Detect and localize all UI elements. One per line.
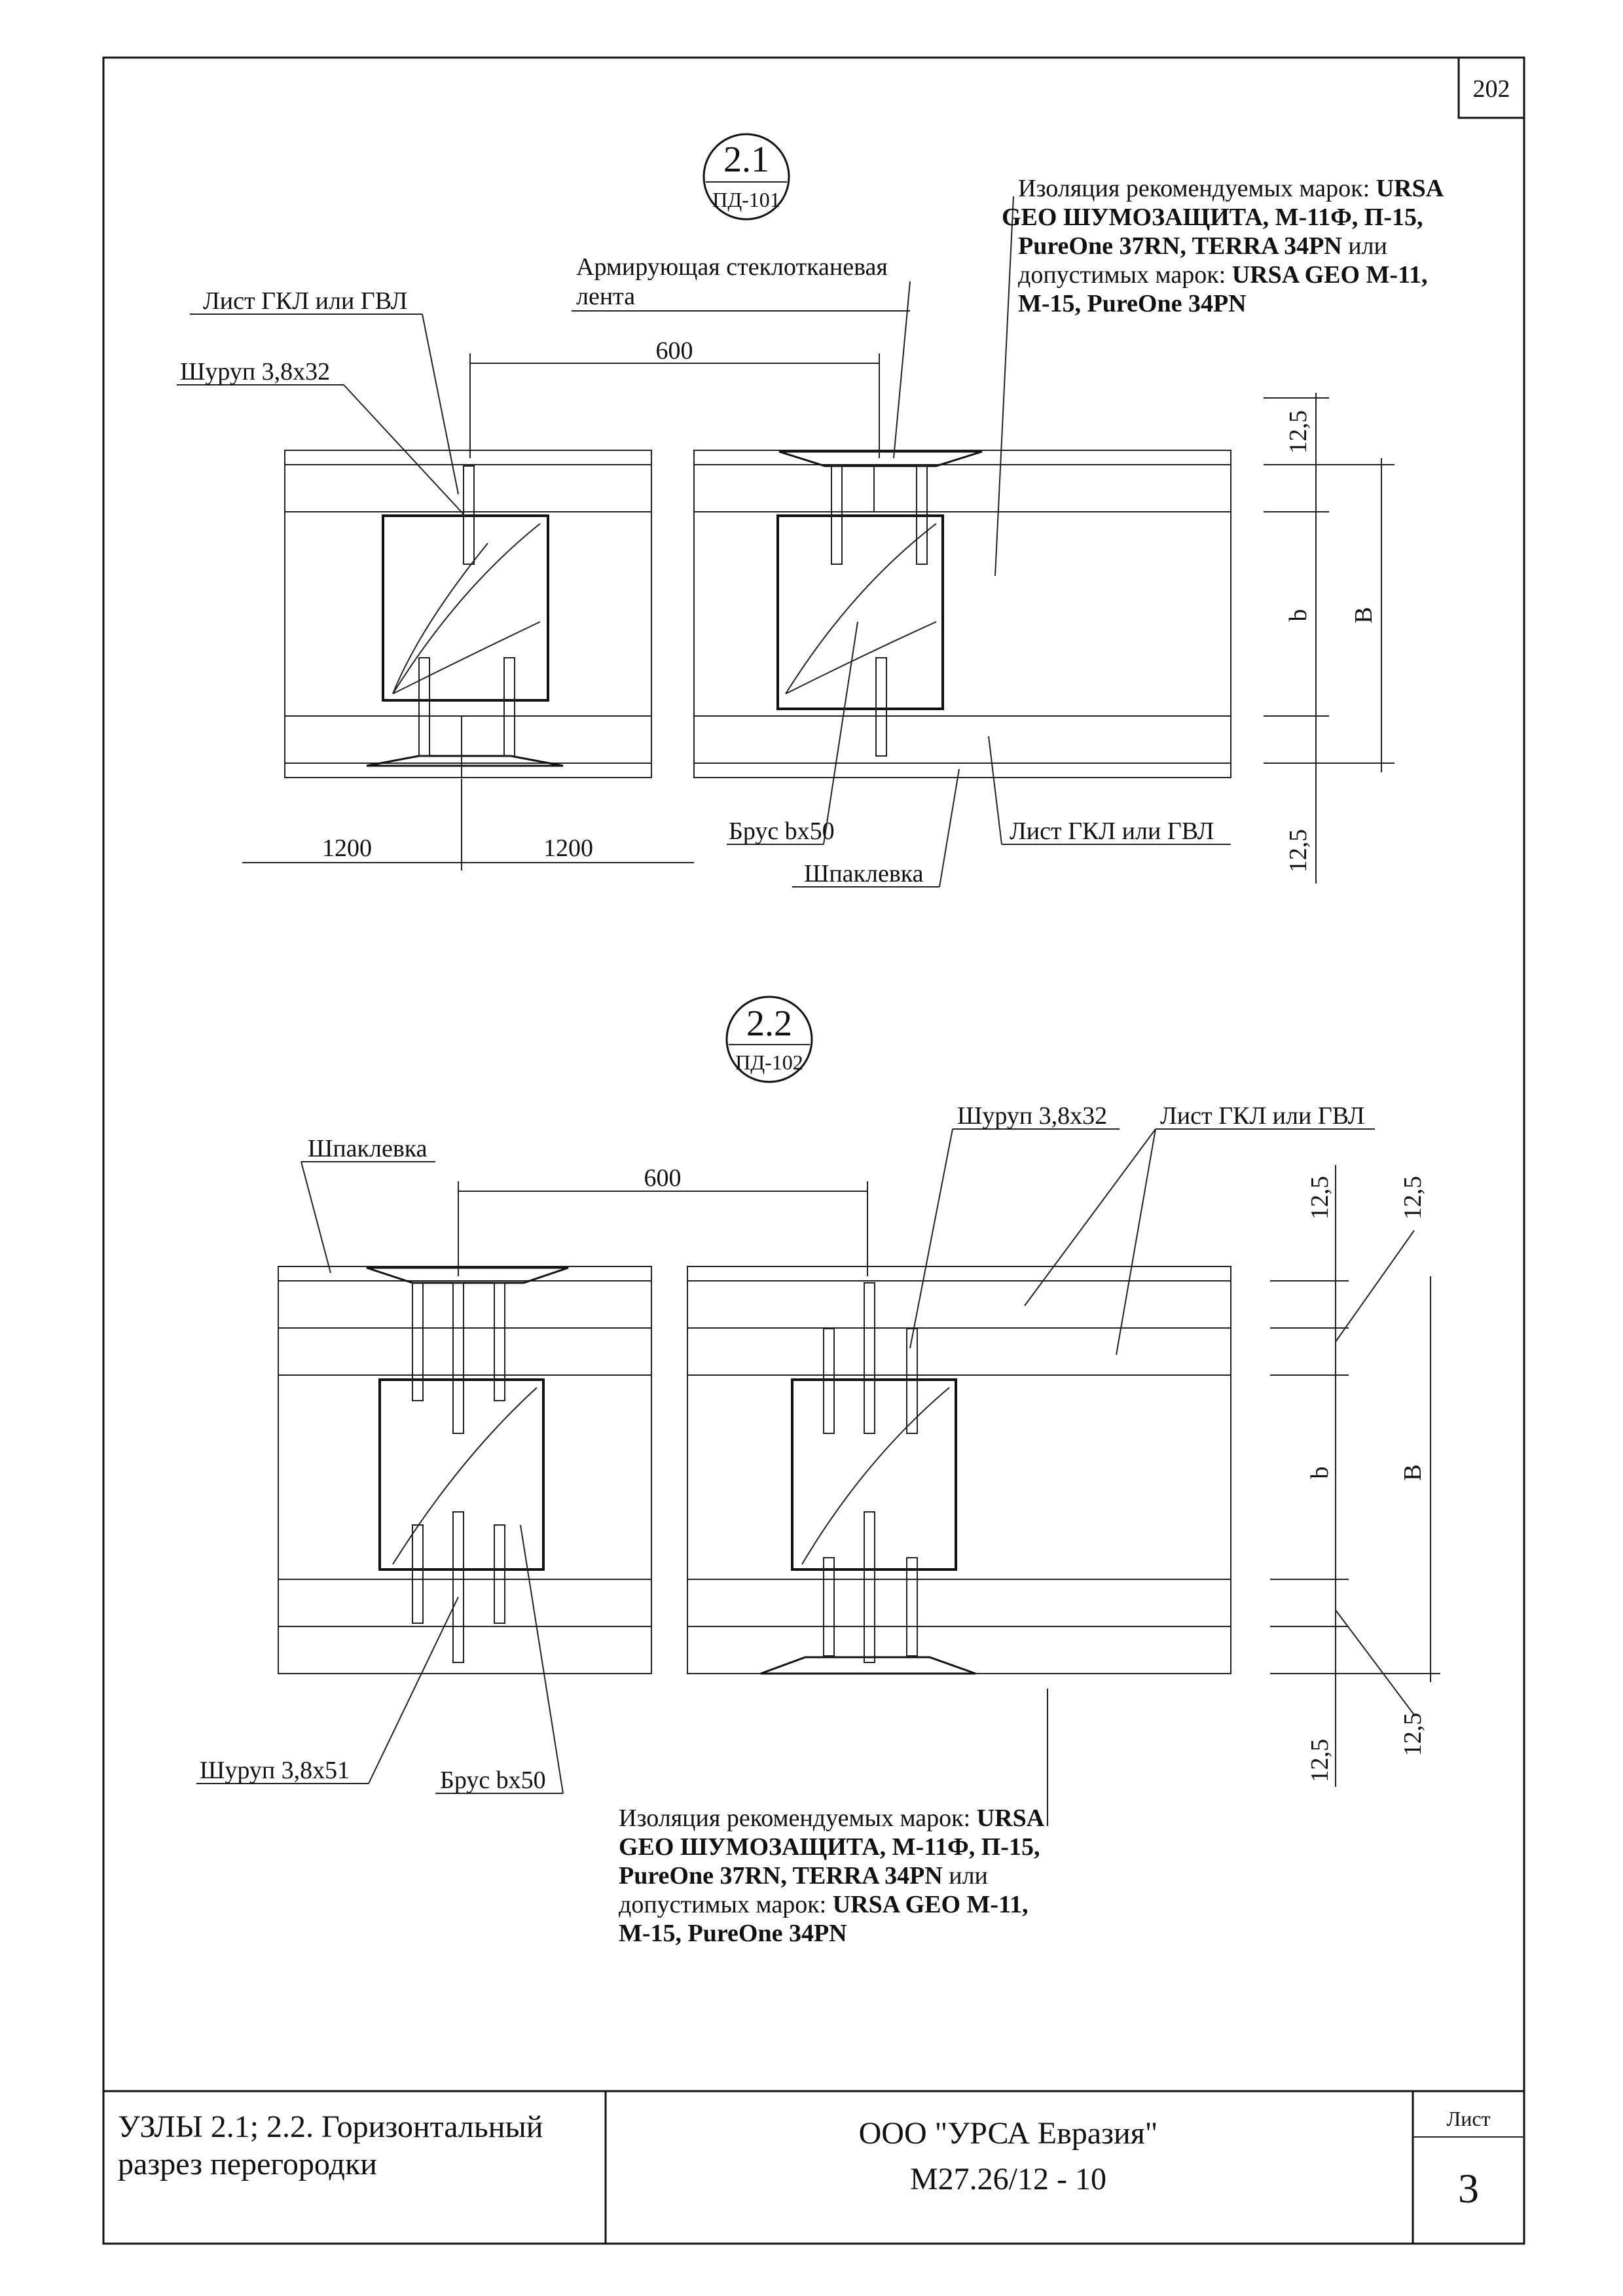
screw [864,1512,875,1662]
label-screw-3-8x51: Шуруп 3,8x51 [200,1757,350,1784]
timber-beam [383,516,548,700]
document-code: М27.26/12 - 10 [910,2162,1106,2197]
screw [453,1512,464,1662]
wall-section-left-2-2 [278,1266,651,1674]
label-insulation-2-1: Изоляция рекомендуемых марок: URSA GEO ШУМОЗАЩИТА, М-11Ф, П-15, PureOne 37RN, TERRA 34PN или допустимых марок: URSA GEO М-11, М-15, PureOne 34PN [1002,175,1444,317]
title-line-1: УЗЛЫ 2.1; 2.2. Горизонтальный [118,2109,543,2144]
dimension-600-2-2: 600 [644,1164,682,1192]
screw [494,1283,505,1401]
label-insulation-2-2: Изоляция рекомендуемых марок: URSA GEO ШУМОЗАЩИТА, М-11Ф, П-15, PureOne 37RN, TERRA 34PN или допустимых марок: URSA GEO М-11, М-15, PureOne 34PN [619,1804,1045,1947]
label-putty-2-1: Шпаклевка [804,860,924,888]
node-id-2-1: 2.1 [723,139,769,180]
label-gkl-left: Лист ГКЛ или ГВЛ [203,287,408,315]
label-reinforcing-tape-2: лента [576,283,636,310]
screw [412,1283,423,1401]
screw [824,1558,834,1656]
dimension-12-5-top-b: 12,5 [1399,1175,1427,1220]
label-reinforcing-tape-1: Армирующая стеклотканевая [576,253,888,281]
dimension-12-5-top: 12,5 [1285,410,1312,454]
screw [494,1525,505,1623]
label-screw-3-8x32: Шуруп 3,8x32 [180,358,331,386]
dimension-12-5-top-a: 12,5 [1306,1175,1334,1220]
screw [876,658,886,756]
node-2-1 [177,134,1450,888]
wall-section-right-2-1 [694,450,1231,778]
label-beam-bx50-2-1: Брус bx50 [729,817,835,845]
sheet-label: Лист [1446,2107,1491,2130]
dimension-B-2-2: В [1399,1464,1427,1481]
page-number: 202 [1472,75,1510,103]
screw [453,1283,464,1433]
dimension-12-5-bot-a: 12,5 [1306,1738,1334,1783]
label-gkl-right: Лист ГКЛ или ГВЛ [1010,817,1214,845]
node-ref-2-1: ПД-101 [712,188,780,211]
screw [419,658,429,756]
dimension-12-5-bot-b: 12,5 [1399,1712,1427,1757]
node-ref-2-2: ПД-102 [735,1050,803,1074]
dimension-B: В [1350,607,1377,624]
label-beam-bx50-2-2: Брус bx50 [440,1767,546,1794]
screw [864,1283,875,1433]
dimension-b: b [1285,609,1312,622]
node-2-2 [196,997,1440,1947]
title-line-2: разрез перегородки [118,2147,377,2181]
title-block [103,2091,1524,2244]
screw [504,658,515,756]
company-name: ООО "УРСА Евразия" [858,2116,1158,2151]
timber-beam [380,1380,543,1570]
dimension-600: 600 [655,337,693,365]
wall-section-right-2-2 [687,1266,1231,1674]
dimension-1200-right: 1200 [543,834,593,862]
dimension-1200-left: 1200 [322,834,372,862]
dimension-12-5-bottom: 12,5 [1285,829,1312,873]
label-gkl-2-2: Лист ГКЛ или ГВЛ [1160,1102,1365,1130]
sheet-number: 3 [1458,2165,1479,2212]
timber-beam [778,516,943,709]
node-id-2-2: 2.2 [746,1003,792,1044]
wall-section-left-2-1 [285,450,651,778]
dimension-b-2-2: b [1306,1466,1334,1479]
label-putty-2-2: Шпаклевка [308,1135,428,1162]
label-screw-3-8x32-2-2: Шуруп 3,8x32 [957,1102,1108,1130]
screw [907,1558,917,1656]
screw [412,1525,423,1623]
